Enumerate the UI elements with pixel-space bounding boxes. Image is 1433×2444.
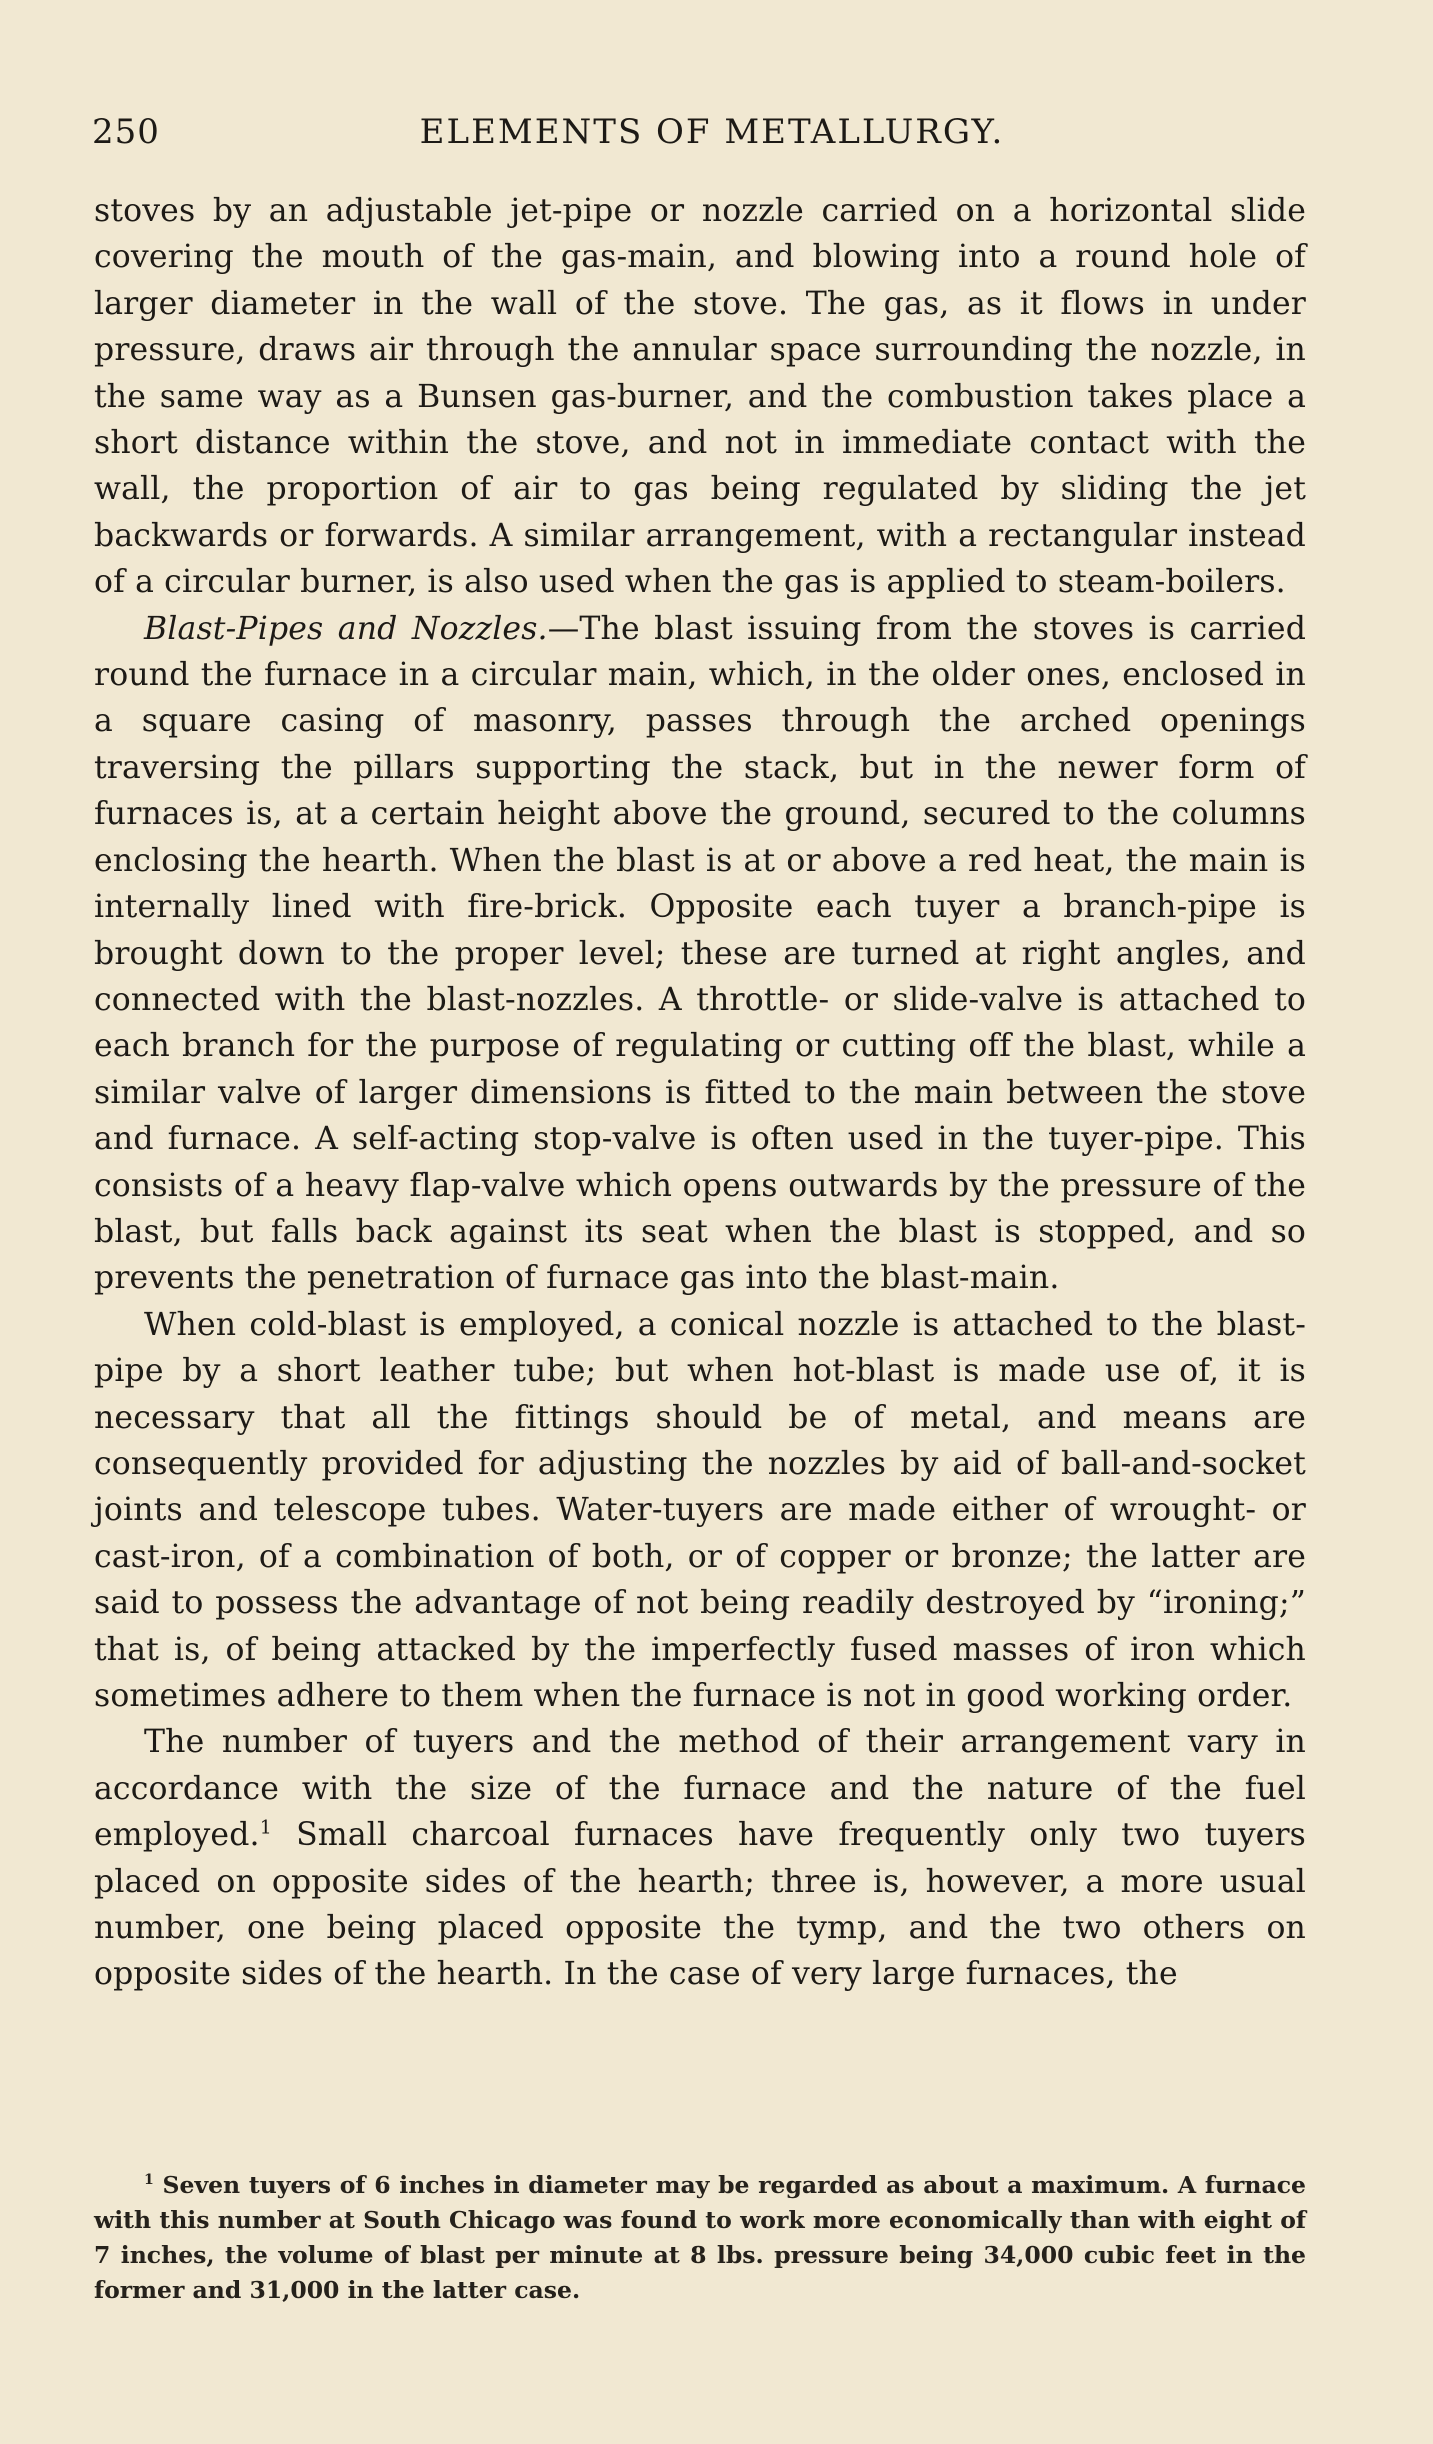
section-heading: Blast-Pipes and Nozzles.	[144, 610, 548, 647]
paragraph-text: The number of tuyers and the method of their arrangement vary in accordance with the size of the furnace and the nature of the fuel employed.	[94, 1724, 1306, 1854]
footnote	[94, 2168, 1306, 2308]
footnote-text: Seven tuyers of 6 inches in diameter may be regarded as about a maximum. A furnace with this number at South Chicago was found to work more economically than with eight of 7 inches, the volume of blast per minute at 8 lbs. pressure being 34,000 cubic feet in the former and 31,000 in the latter case.	[94, 2171, 1306, 2304]
footnote-marker: 1	[144, 2172, 154, 2189]
paragraph-text-continued: Small charcoal furnaces have frequently only two tuyers placed on opposite sides of the hearth; three is, however, a more usual number, one being placed opposite the tymp, and the two others on opposite sides of the hearth. In the case of very large furnaces, the	[94, 1817, 1306, 1993]
footnote-reference[interactable]: 1	[259, 1816, 272, 1839]
paragraph-blast-pipes	[94, 606, 1306, 1302]
paragraph-text: When cold-blast is employed, a conical nozzle is attached to the blast-pipe by a short leather tube; but when hot-blast is made use of, it is necessary that all the fittings should be of metal, and means are consequently provided for adjusting the nozzles by aid of ball-and-socket joints and telescope tubes. Water-tuyers are made either of wrought- or cast-iron, of a combination of both, or of copper or bronze; the latter are said to possess the advantage of not being readily destroyed by “ironing;” that is, of being attacked by the imperfectly fused masses of iron which sometimes adhere to them when the furnace is not in good working order.	[94, 1306, 1306, 1714]
paragraph-tuyer-number	[94, 1719, 1306, 1997]
paragraph-cold-blast	[94, 1302, 1306, 1720]
paragraph-text: stoves by an adjustable jet-pipe or nozzle carried on a horizontal slide covering the mouth of the gas-main, and blowing into a round hole of larger diameter in the wall of the stove. The gas, as it flows in under pressure, draws air through the annular space surrounding the nozzle, in the same way as a Bunsen gas-burner, and the combustion takes place a short distance within the stove, and not in immediate contact with the wall, the proportion of air to gas being regulated by sliding the jet backwards or forwards. A similar arrangement, with a rectangular instead of a circular burner, is also used when the gas is applied to steam-boilers.	[94, 193, 1306, 601]
paragraph-text: —The blast issuing from the stoves is carried round the furnace in a circular main, which, in the older ones, enclosed in a square casing of masonry, passes through the arched openings traversing the pillars supporting the stack, but in the newer form of furnaces is, at a certain height above the ground, secured to the columns enclosing the hearth. When the blast is at or above a red heat, the main is internally lined with fire-brick. Opposite each tuyer a branch-pipe is brought down to the proper level; these are turned at right angles, and connected with the blast-nozzles. A throttle- or slide-valve is attached to each branch for the purpose of regulating or cutting off the blast, while a similar valve of larger dimensions is fitted to the main between the stove and furnace. A self-acting stop-valve is often used in the tuyer-pipe. This consists of a heavy flap-valve which opens outwards by the pressure of the blast, but falls back against its seat when the blast is stopped, and so prevents the penetration of furnace gas into the blast-main.	[94, 610, 1307, 1297]
page-header	[92, 112, 1332, 162]
footnote-paragraph	[94, 2168, 1306, 2308]
page-number: 250	[92, 112, 160, 152]
running-title: ELEMENTS OF METALLURGY.	[419, 112, 1005, 152]
body-text	[94, 188, 1306, 1998]
paragraph-continued	[94, 188, 1306, 606]
